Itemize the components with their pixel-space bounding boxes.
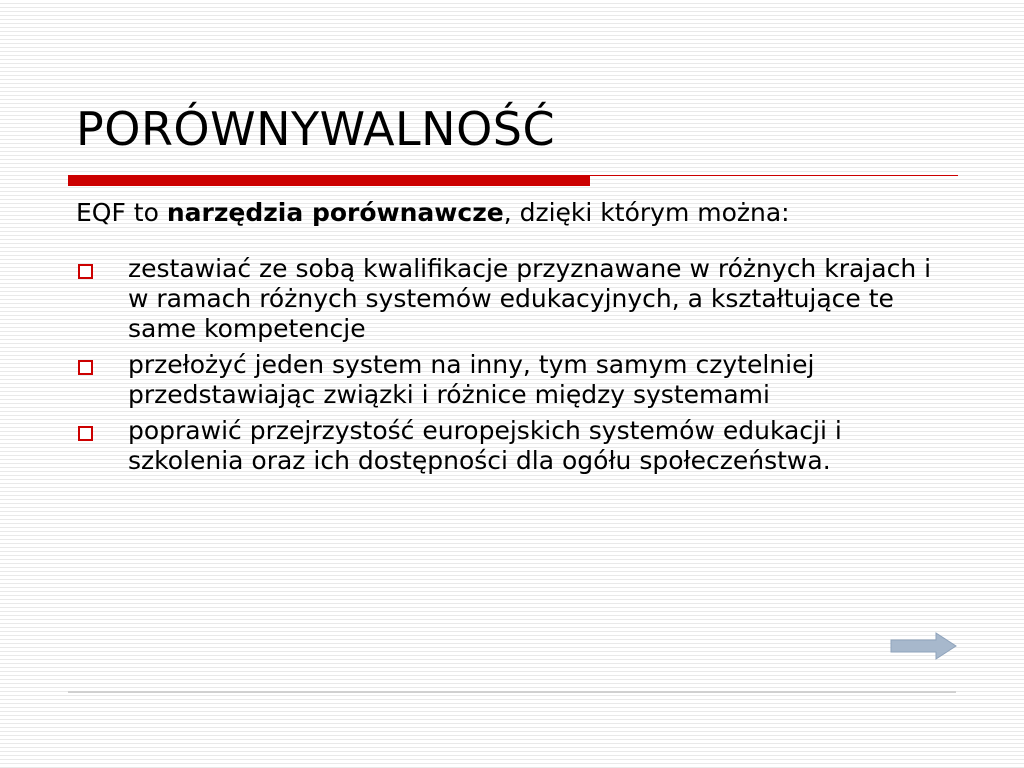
title-accent-line <box>590 175 958 176</box>
intro-suffix: , dzięki którym można: <box>503 198 790 227</box>
square-outline-bullet-icon <box>78 360 93 375</box>
intro-prefix: EQF to <box>76 198 167 227</box>
bullet-list <box>76 254 956 476</box>
slide-body <box>76 198 956 482</box>
slide-title: PORÓWNYWALNOŚĆ <box>76 102 556 156</box>
bullet-text: przełożyć jeden system na inny, tym samym czytelniej przedstawiając związki i różnice między systemami <box>128 350 815 409</box>
bullet-item <box>76 350 956 410</box>
arrow-right-shape <box>891 633 956 659</box>
intro-bold-term: narzędzia porównawcze <box>166 198 504 227</box>
bullet-text: zestawiać ze sobą kwalifikacje przyznawane w różnych krajach i w ramach różnych systemów edukacyjnych, a kształtujące te same kompetencje <box>128 254 932 343</box>
bullet-item <box>76 416 956 476</box>
intro-paragraph <box>76 198 956 228</box>
square-outline-bullet-icon <box>78 426 93 441</box>
bullet-item <box>76 254 956 344</box>
title-accent-bar <box>68 175 590 186</box>
footer-divider <box>68 691 956 693</box>
bullet-text: poprawić przejrzystość europejskich systemów edukacji i szkolenia oraz ich dostępności dla ogółu społeczeństwa. <box>128 416 842 475</box>
arrow-right-icon[interactable] <box>890 632 958 660</box>
square-outline-bullet-icon <box>78 264 93 279</box>
